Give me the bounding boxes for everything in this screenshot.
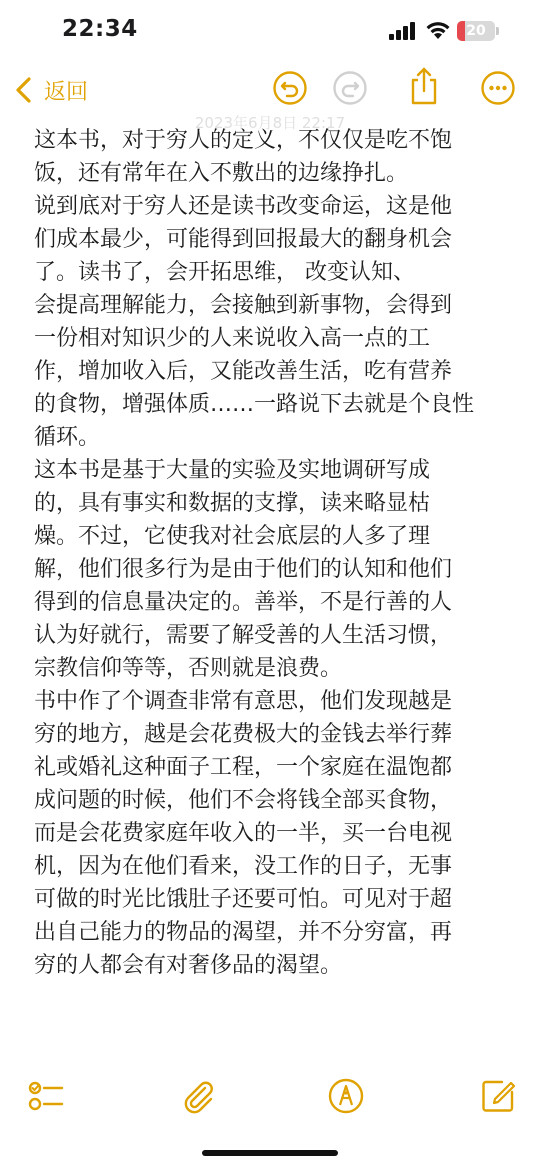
back-button[interactable] [14,70,88,110]
home-indicator [202,1150,338,1156]
note-line: 会提高理解能力，会接触到新事物，会得到 [34,293,453,318]
note-line: 解，他们很多行为是由于他们的认知和他们 [34,557,453,582]
note-line: 这本书，对于穷人的定义，不仅仅是吃不饱 [34,128,453,153]
battery-percent: 20 [466,23,486,39]
paperclip-icon[interactable] [178,1076,218,1116]
checklist-icon[interactable] [26,1076,66,1116]
note-line: 说到底对于穷人还是读书改变命运，这是他 [34,194,453,219]
note-line: 的，具有事实和数据的支撑，读来略显枯 [34,491,431,516]
note-line: 这本书是基于大量的实验及实地调研写成 [34,458,431,483]
note-line: 穷的人都会有对奢侈品的渴望。 [34,953,343,978]
note-line: 饭，还有常年在入不敷出的边缘挣扎。 [34,161,409,186]
note-line: 成问题的时候，他们不会将钱全部买食物， [34,788,453,813]
note-line: 而是会花费家庭年收入的一半，买一台电视 [34,821,453,846]
note-date: 2023年6月8日 22:17 [194,114,346,132]
note-line: 燥。不过，它使我对社会底层的人多了理 [34,524,431,549]
note-line: 一份相对知识少的人来说收入高一点的工 [34,326,431,351]
cellular-signal-icon [389,22,417,40]
undo-icon[interactable] [272,70,308,106]
share-icon[interactable] [406,66,442,106]
nav-bar [0,62,540,132]
note-body[interactable] [34,124,506,982]
bottom-toolbar [0,1076,540,1120]
note-line: 循环。 [34,425,101,450]
redo-icon[interactable] [332,70,368,106]
note-line: 礼或婚礼这种面子工程，一个家庭在温饱都 [34,755,453,780]
note-line: 认为好就行，需要了解受善的人生活习惯， [34,623,453,648]
note-line: 作，增加收入后，又能改善生活，吃有营养 [34,359,453,384]
note-line: 可做的时光比饿肚子还要可怕。可见对于超 [34,887,453,912]
battery-nub [496,27,499,35]
note-line: 穷的地方，越是会花费极大的金钱去举行葬 [34,722,453,747]
battery-indicator [457,21,499,41]
markup-icon[interactable] [326,1076,366,1116]
battery-level [457,21,495,41]
more-icon[interactable] [480,70,516,106]
compose-icon[interactable] [478,1076,518,1116]
chevron-left-icon [14,76,34,104]
status-bar [0,0,540,62]
note-line: 宗教信仰等等，否则就是浪费。 [34,656,343,681]
note-line: 们成本最少，可能得到回报最大的翻身机会 [34,227,453,252]
note-line: 得到的信息量决定的。善举，不是行善的人 [34,590,453,615]
note-line: 书中作了个调查非常有意思，他们发现越是 [34,689,453,714]
note-line: 的食物，增强体质……一路说下去就是个良性 [34,392,475,417]
status-time: 22:34 [62,16,138,42]
note-line: 出自己能力的物品的渴望，并不分穷富，再 [34,920,453,945]
note-line: 机，因为在他们看来，没工作的日子，无事 [34,854,453,879]
note-line: 了。读书了，会开拓思维， 改变认知、 [34,260,415,285]
back-label: 返回 [44,79,89,105]
wifi-icon [425,20,451,40]
